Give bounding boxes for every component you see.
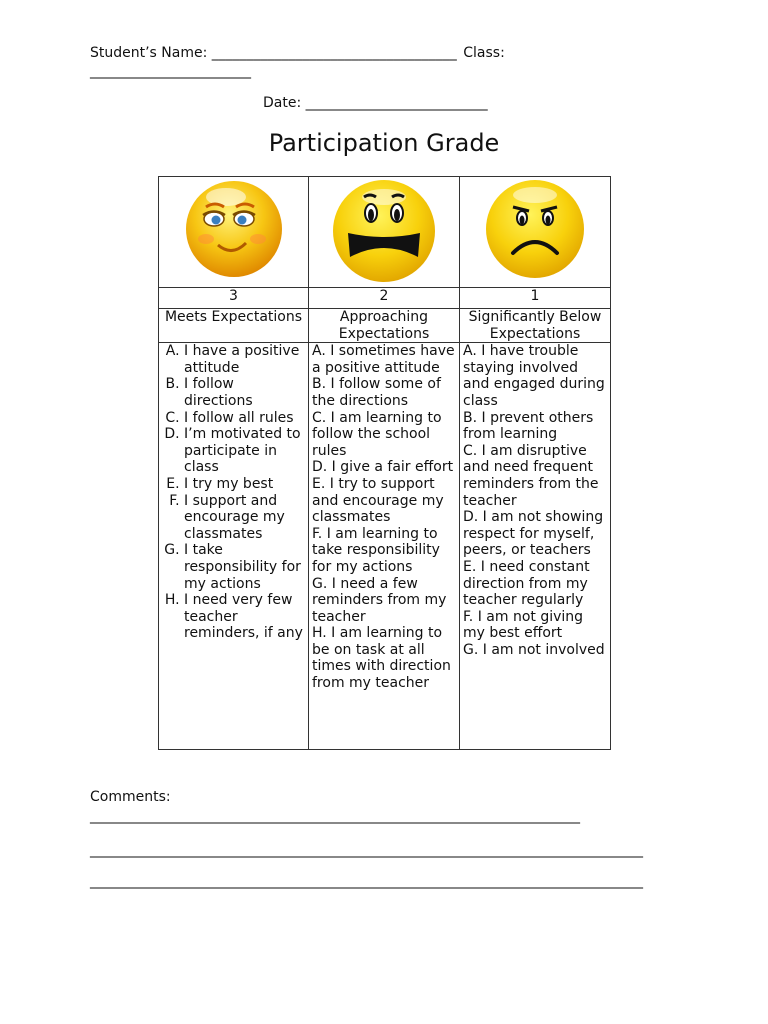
list-item: D. I am not showing respect for myself, peers, or teachers [463,509,604,559]
list-item: G. I take responsibility for my actions [184,542,305,592]
faces-row [159,177,611,288]
list-item: E. I try my best [184,476,305,493]
list-item: A. I sometimes have a positive attitude [312,343,455,376]
criteria-meets [159,343,309,750]
list-item: E. I need constant direction from my teacher regularly [463,558,590,609]
list-item: F. I support and encourage my classmates [184,493,305,543]
level-approaching: Approaching Expectations [309,309,460,343]
list-item: C. I follow all rules [184,410,305,427]
list-item: C. I am learning to follow the school rules [312,409,442,459]
score-3: 3 [159,288,309,309]
list-item: B. I follow some of the directions [312,376,441,409]
level-row [159,309,611,343]
list-item: E. I try to support and encourage my classmates [312,475,444,526]
list-item: F. I am not giving my best effort [463,608,584,642]
page-title: Participation Grade [268,129,500,157]
rubric-table [158,176,611,750]
criteria-row [159,343,611,750]
list-item: F. I am learning to take responsibility for my actions [312,525,440,575]
list-item: D. I’m motivated to participate in class [184,426,305,476]
score-1: 1 [460,288,611,309]
list-item: G. I am not involved [463,641,605,658]
list-item: H. I am learning to be on task at all times with direction from my teacher [312,625,451,692]
face-cell-1 [460,177,611,288]
level-below: Significantly Below Expectations [460,309,611,343]
list-item: A. I have trouble staying involved and engaged during class [463,343,605,409]
list-item: D. I give a fair effort [312,459,454,476]
comment-line-2[interactable]: _______________________________________________________________________________ [90,842,643,858]
score-row [159,288,611,309]
comment-line-1[interactable]: ______________________________________________________________________ [90,808,580,824]
list-item: A. I have a positive attitude [184,343,305,376]
level-meets: Meets Expectations [159,309,309,343]
happy-face-icon [182,177,286,281]
criteria-below [460,343,611,750]
list-item: B. I follow directions [184,376,305,409]
face-cell-3 [159,177,309,288]
list-item: C. I am disruptive and need frequent reminders from the teacher [463,442,599,509]
list-item: B. I prevent others from learning [463,409,594,443]
student-name-field[interactable] [90,45,505,61]
class-field[interactable]: _______________________ [90,63,251,79]
criteria-list-meets [162,343,305,642]
score-2: 2 [309,288,460,309]
list-item: G. I need a few reminders from my teacher [312,575,447,625]
list-item: H. I need very few teacher reminders, if any [184,592,305,642]
comments-label: Comments: [90,789,171,805]
student-name-label: Student’s Name: ___________________________________ [90,45,457,61]
criteria-approaching [309,343,460,750]
comment-line-3[interactable]: _______________________________________________________________________________ [90,873,643,889]
date-field[interactable]: Date: __________________________ [263,95,488,111]
class-label: Class: [463,45,505,61]
frown-face-icon [483,177,587,281]
neutral-face-icon [330,177,438,285]
face-cell-2 [309,177,460,288]
